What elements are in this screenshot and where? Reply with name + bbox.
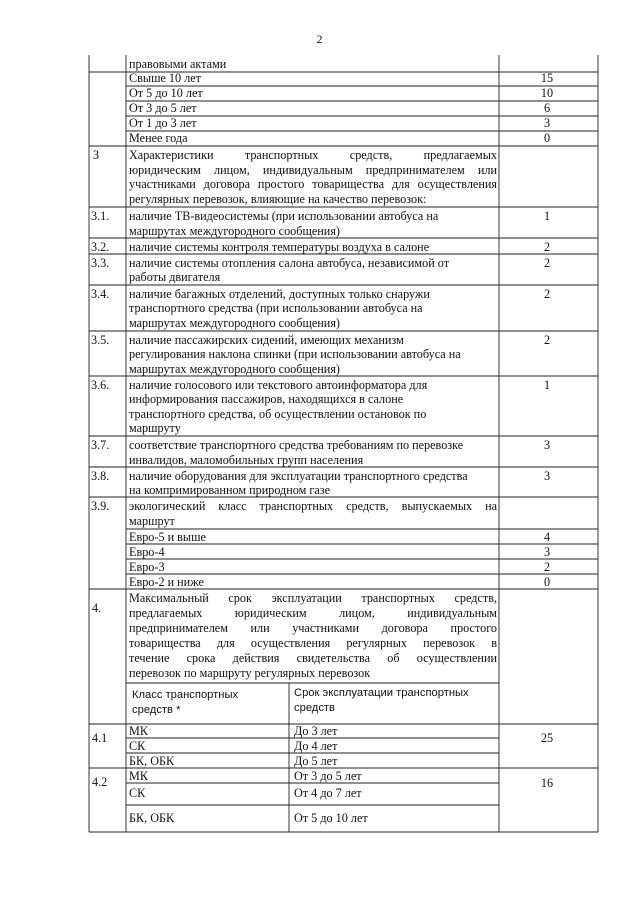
item-text-line: маршрутах междугородного сообщения) <box>129 361 340 376</box>
experience-label: От 3 до 5 лет <box>129 101 197 115</box>
eco-class-score: 0 <box>543 574 551 589</box>
item-score: 2 <box>543 239 551 254</box>
item-text-line: работы двигателя <box>129 270 221 284</box>
item-text-line: инвалидов, маломобильных групп населения <box>129 452 364 467</box>
item-text-line: маршрут <box>129 513 175 528</box>
item-text-line: информирования пассажиров, находящихся в салоне <box>129 392 404 406</box>
eco-class-score: 2 <box>543 559 551 574</box>
experience-label: Менее года <box>129 131 188 145</box>
item-text-line: наличие оборудования для эксплуатации транспортного средства <box>129 468 468 483</box>
section-4-heading-line: предпринимателем или участниками договора простого <box>129 621 497 635</box>
eco-class-score: 4 <box>543 529 551 544</box>
item-text-line: маршруту <box>129 421 181 435</box>
section-3-heading-line: участниками договора простого товарищества для осуществления <box>129 177 497 191</box>
item-text-line: наличие ТВ-видеосистемы (при использовании автобуса на <box>129 209 439 223</box>
item-text-line: транспортного средства (при использовании автобуса на <box>129 301 423 315</box>
item-score: 2 <box>543 255 551 270</box>
item-text-line: маршрутах междугородного сообщения) <box>129 315 340 330</box>
item-text-line: наличие пассажирских сидений, имеющих механизм <box>129 332 404 347</box>
item-score: 3 <box>543 438 551 452</box>
service-term: От 4 до 7 лет <box>294 786 362 800</box>
item-text-line: маршрутах междугородного сообщения) <box>129 223 340 238</box>
eco-class-label: Евро-5 и выше <box>129 529 206 544</box>
item-number: 3.5. <box>91 332 110 347</box>
carry-over-text: правовыми актами <box>129 57 227 71</box>
experience-label: Свыше 10 лет <box>129 71 201 85</box>
item-score: 2 <box>543 286 551 301</box>
experience-score: 6 <box>543 101 551 115</box>
experience-label: От 1 до 3 лет <box>129 116 197 130</box>
section-3-heading-line: юридическим лицом, индивидуальным предпринимателем или <box>129 162 497 177</box>
section-4-heading-line: течение срока действия свидетельства об осуществлении <box>129 651 497 665</box>
service-term: От 3 до 5 лет <box>294 769 362 783</box>
item-score: 2 <box>543 332 551 347</box>
experience-score: 3 <box>543 116 551 130</box>
vehicle-class: МК <box>129 724 148 738</box>
experience-label: От 5 до 10 лет <box>129 86 203 100</box>
item-text-line: транспортного средства, об осуществлении остановок по <box>129 406 427 421</box>
vehicle-class: СК <box>129 739 146 753</box>
item-number: 3.1. <box>91 209 110 223</box>
item-number: 3.7. <box>91 438 110 452</box>
section-3-heading-line: регулярных перевозок, влияющие на качество перевозок: <box>129 191 427 206</box>
experience-score: 15 <box>540 71 554 85</box>
experience-score: 10 <box>540 86 554 100</box>
service-term: До 5 лет <box>294 754 338 768</box>
item-text-line: наличие багажных отделений, доступных только снаружи <box>129 286 430 301</box>
item-number: 3.6. <box>91 377 110 392</box>
item-text-line: наличие голосового или текстового автоинформатора для <box>129 377 428 392</box>
section-4-heading-line: перевозок по маршруту регулярных перевозок <box>129 666 371 680</box>
vehicle-class: МК <box>129 769 148 783</box>
item-score: 1 <box>543 209 551 223</box>
class-column-header: средств * <box>132 704 181 716</box>
service-term: От 5 до 10 лет <box>294 811 368 825</box>
section-4-heading-line: предлагаемых юридическим лицом, индивидуальным <box>129 606 497 620</box>
item-number: 3.9. <box>91 499 110 513</box>
item-number: 3.2. <box>91 239 110 254</box>
section-4-heading-line: Максимальный срок эксплуатации транспортных средств, <box>129 591 497 605</box>
item-number: 3.3. <box>91 255 110 270</box>
item-text-line: на компримированном природном газе <box>129 483 331 497</box>
class-column-header: Класс транспортных <box>132 689 239 701</box>
service-term: До 3 лет <box>294 724 338 738</box>
section-4-heading-line: товарищества для осуществления регулярных перевозок в <box>129 636 497 650</box>
item-text-line: наличие системы контроля температуры воздуха в салоне <box>129 239 430 254</box>
item-score: 1 <box>543 377 551 392</box>
group-4-2-number: 4.2 <box>92 775 108 789</box>
item-text-line: экологический класс транспортных средств, выпускаемых на <box>129 499 497 513</box>
eco-class-score: 3 <box>543 544 551 559</box>
section-3-heading-line: Характеристики транспортных средств, предлагаемых <box>129 148 497 162</box>
item-number: 3.8. <box>91 468 110 483</box>
section-4-number: 4. <box>92 601 102 615</box>
item-text-line: регулирования наклона спинки (при использовании автобуса на <box>129 347 461 361</box>
vehicle-class: БК, ОБК <box>129 754 175 768</box>
term-column-header: средств <box>294 702 335 714</box>
section-3-number: 3 <box>93 148 100 162</box>
item-score: 3 <box>543 468 551 483</box>
group-4-1-number: 4.1 <box>92 731 108 745</box>
group-4-2-score: 16 <box>540 776 554 790</box>
vehicle-class: СК <box>129 786 146 800</box>
group-4-1-score: 25 <box>540 731 554 745</box>
service-term: До 4 лет <box>294 739 338 753</box>
item-text-line: соответствие транспортного средства требованиям по перевозке <box>129 438 464 452</box>
item-number: 3.4. <box>91 286 110 301</box>
term-column-header: Срок эксплуатации транспортных <box>294 687 469 699</box>
page-number: 2 <box>316 32 324 46</box>
vehicle-class: БК, ОБК <box>129 811 175 825</box>
eco-class-label: Евро-4 <box>129 544 165 559</box>
eco-class-label: Евро-3 <box>129 559 165 574</box>
experience-score: 0 <box>543 131 551 145</box>
item-text-line: наличие системы отопления салона автобуса, независимой от <box>129 255 450 270</box>
eco-class-label: Евро-2 и ниже <box>129 574 204 589</box>
